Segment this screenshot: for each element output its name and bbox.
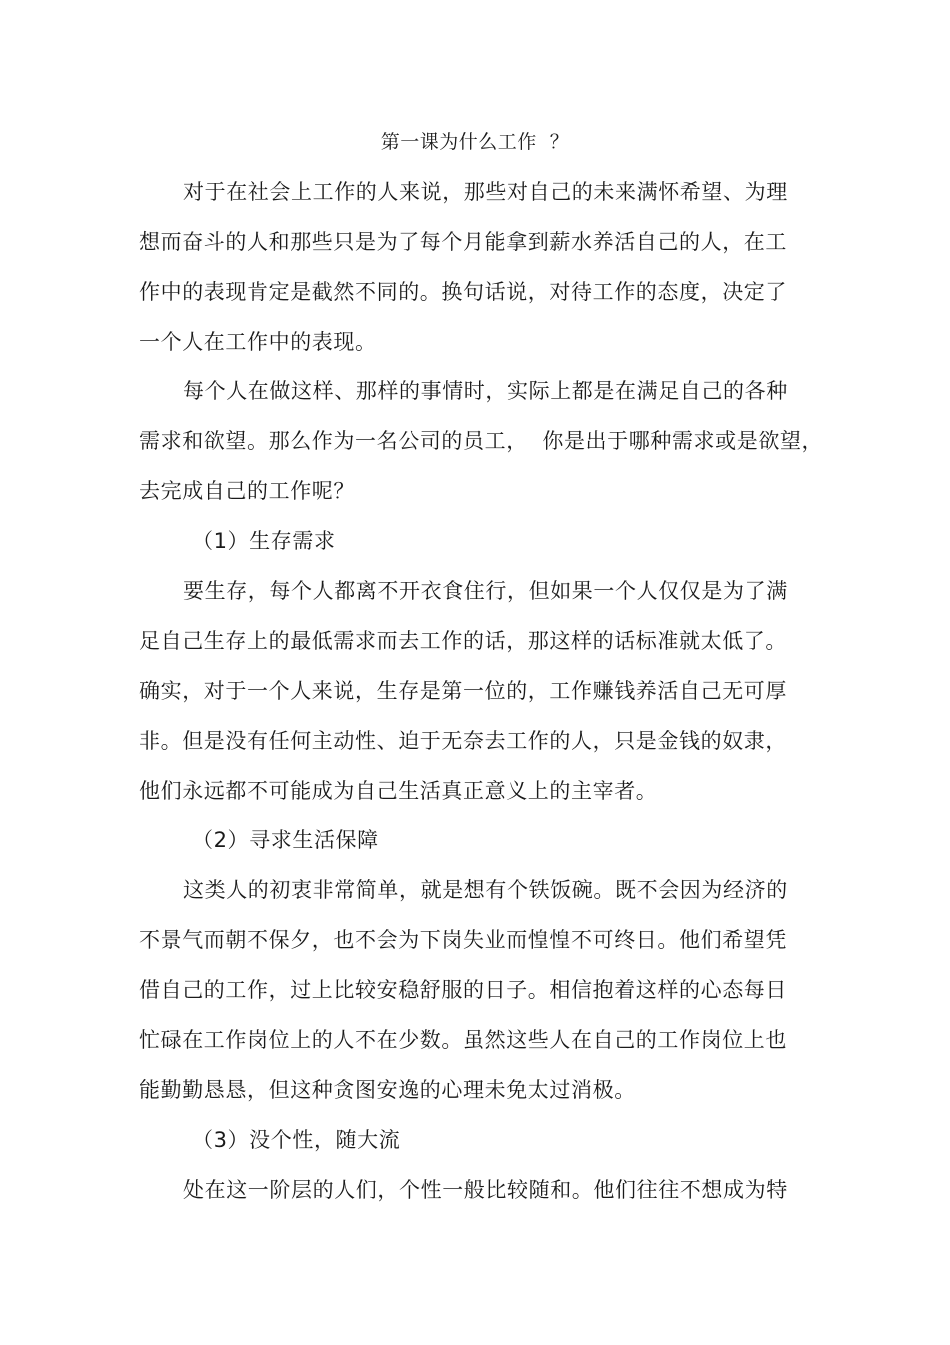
paragraph-line: 这类人的初衷非常简单，就是想有个铁饭碗。既不会因为经济的 [183, 878, 788, 902]
paragraph-line: 不景气而朝不保夕，也不会为下岗失业而惶惶不可终日。他们希望凭 [139, 928, 787, 952]
paragraph-line: 处在这一阶层的人们，个性一般比较随和。他们往往不想成为特 [183, 1178, 788, 1202]
paragraph-line: 对于在社会上工作的人来说，那些对自己的未来满怀希望、为理 [183, 180, 788, 204]
paragraph-line: 忙碌在工作岗位上的人不在少数。虽然这些人在自己的工作岗位上也 [139, 1028, 787, 1052]
paragraph-line: 每个人在做这样、那样的事情时，实际上都是在满足自己的各种 [183, 379, 788, 403]
paragraph-line: 借自己的工作，过上比较安稳舒服的日子。相信抱着这样的心态每日 [139, 978, 787, 1002]
paragraph-line: 需求和欲望。那么作为一名公司的员工， 你是出于哪种需求或是欲望， [139, 429, 824, 453]
paragraph-line: 非。但是没有任何主动性、迫于无奈去工作的人，只是金钱的奴隶， [139, 729, 787, 753]
section-heading: （2）寻求生活保障 [192, 828, 379, 852]
section-heading: （1）生存需求 [192, 529, 336, 553]
paragraph-line: 去完成自己的工作呢？ [139, 479, 355, 503]
paragraph-line: 他们永远都不可能成为自己生活真正意义上的主宰者。 [139, 779, 658, 803]
paragraph-line: 足自己生存上的最低需求而去工作的话，那这样的话标准就太低了。 [139, 629, 787, 653]
paragraph-line: 能勤勤恳恳，但这种贪图安逸的心理未免太过消极。 [139, 1078, 636, 1102]
paragraph-line: 想而奋斗的人和那些只是为了每个月能拿到薪水养活自己的人，在工 [139, 230, 787, 254]
paragraph-line: 一个人在工作中的表现。 [139, 330, 377, 354]
section-heading: （3）没个性，随大流 [192, 1128, 401, 1152]
page-title: 第一课为什么工作 ？ [380, 131, 570, 153]
paragraph-line: 要生存，每个人都离不开衣食住行，但如果一个人仅仅是为了满 [183, 579, 788, 603]
paragraph-line: 确实，对于一个人来说，生存是第一位的，工作赚钱养活自己无可厚 [139, 679, 787, 703]
paragraph-line: 作中的表现肯定是截然不同的。换句话说，对待工作的态度，决定了 [139, 280, 787, 304]
